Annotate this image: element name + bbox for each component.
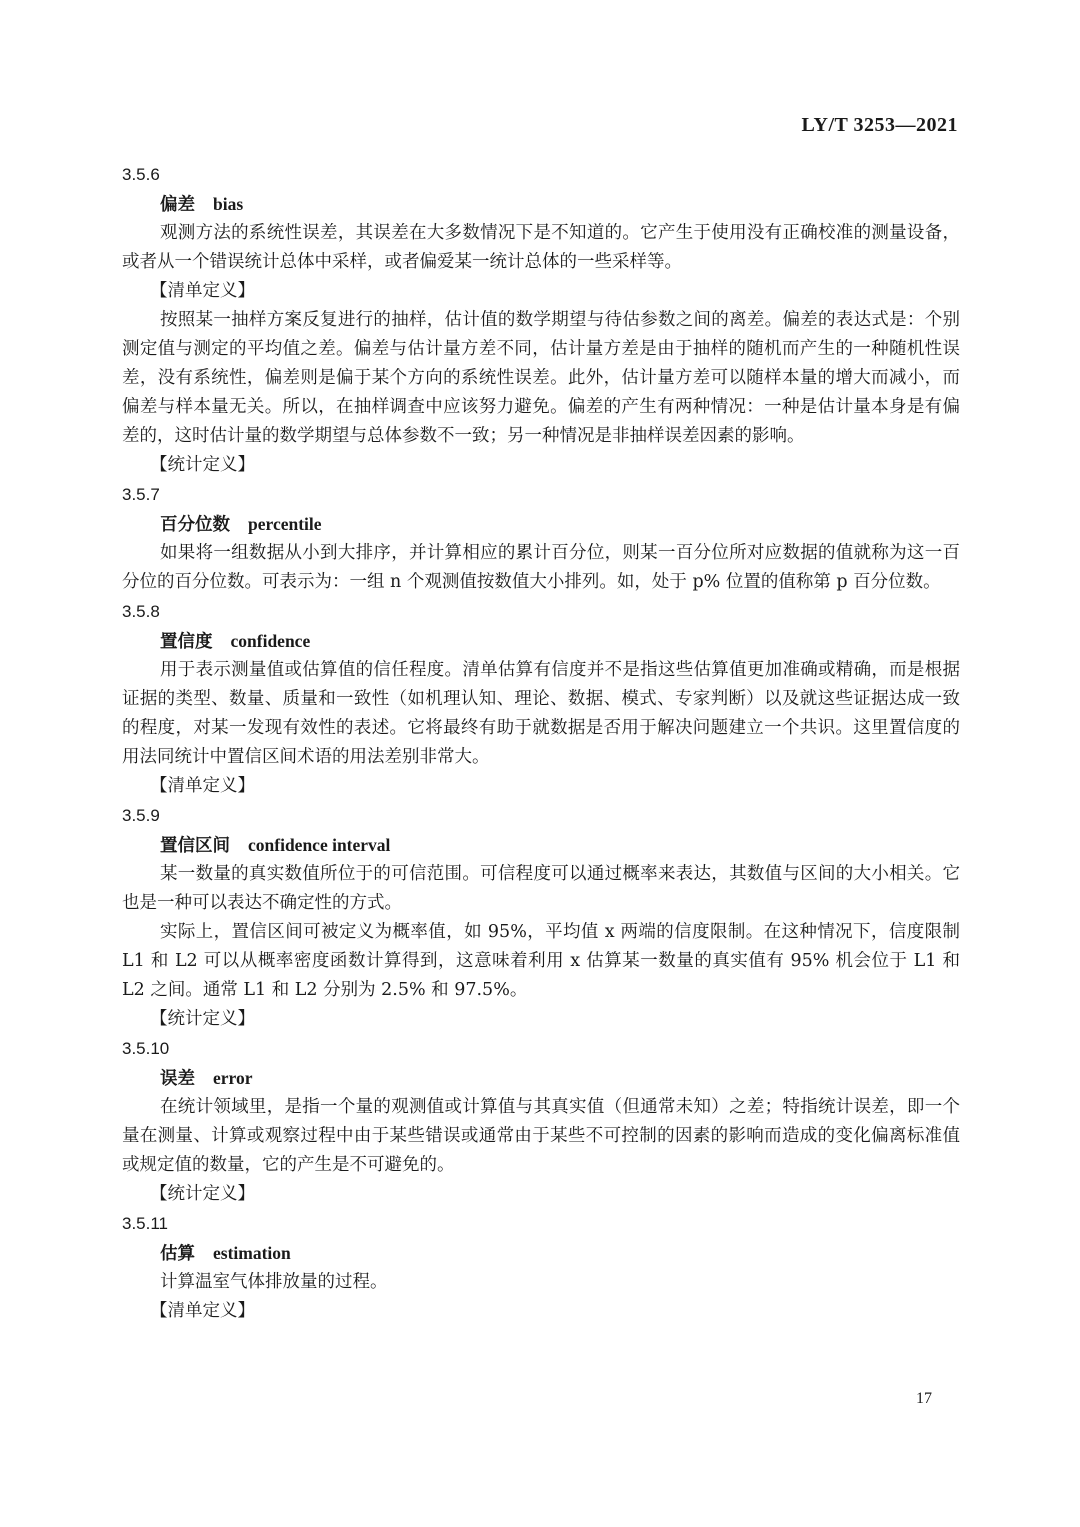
entry-number: 3.5.9 [122, 806, 160, 825]
entry-term [122, 1063, 960, 1093]
term-zh: 估算 [160, 1244, 195, 1264]
definition-source: 【统计定义】 [150, 455, 255, 475]
entry-term [122, 830, 960, 860]
entry-number: 3.5.7 [122, 485, 160, 504]
entry-term [122, 189, 960, 219]
definition-source: 【清单定义】 [150, 281, 255, 301]
term-en: estimation [213, 1243, 291, 1263]
entry-number: 3.5.10 [122, 1039, 170, 1058]
term-en: confidence [230, 631, 311, 651]
definition-paragraph: 观测方法的系统性误差，其误差在大多数情况下是不知道的。它产生于使用没有正确校准的测量设备，或者从一个错误统计总体中采样，或者偏爱某一统计总体的一些采样等。 [122, 223, 960, 272]
definition-source: 【清单定义】 [150, 776, 255, 796]
definition-paragraph: 用于表示测量值或估算值的信任程度。清单估算有信度并不是指这些估算值更加准确或精确，而是根据证据的类型、数量、质量和一致性（如机理认知、理论、数据、模式、专家判断）以及就这些证据达成一致的程度，对某一发现有效性的表述。它将最终有助于就数据是否用于解决问题建立一个共识。这里置信度的用法同统计中置信区间术语的用法差别非常大。 [122, 660, 960, 767]
term-en: error [213, 1068, 253, 1088]
definition-paragraph: 实际上，置信区间可被定义为概率值，如 95%，平均值 x 两端的信度限制。在这种情况下，信度限制 L1 和 L2 可以从概率密度函数计算得到，这意味着利用 x 估算某一数量的真实值有 95% 机会位于 L1 和 L2 之间。通常 L1 和 L2 分别为 2.5% 和 97.5%。 [122, 922, 960, 1000]
standard-code: LY/T 3253—2021 [801, 114, 958, 136]
document-body [122, 160, 960, 1326]
definition-source: 【统计定义】 [150, 1184, 255, 1204]
definition-paragraph: 某一数量的真实数值所位于的可信范围。可信程度可以通过概率来表达，其数值与区间的大小相关。它也是一种可以表达不确定性的方式。 [122, 864, 960, 913]
term-zh: 置信区间 [160, 836, 230, 856]
entry-number: 3.5.6 [122, 165, 160, 184]
term-zh: 偏差 [160, 195, 195, 215]
term-en: confidence interval [248, 835, 391, 855]
term-en: percentile [248, 514, 322, 534]
term-zh: 置信度 [160, 632, 213, 652]
definition-source: 【清单定义】 [150, 1301, 255, 1321]
definition-source: 【统计定义】 [150, 1009, 255, 1029]
term-zh: 误差 [160, 1069, 195, 1089]
entry-term [122, 626, 960, 656]
entry-number: 3.5.8 [122, 602, 160, 621]
term-zh: 百分位数 [160, 515, 230, 535]
definition-paragraph: 如果将一组数据从小到大排序，并计算相应的累计百分位，则某一百分位所对应数据的值就称为这一百分位的百分位数。可表示为：一组 n 个观测值按数值大小排列。如，处于 p% 位置的值称第 p 百分位数。 [122, 543, 960, 592]
entry-number: 3.5.11 [122, 1214, 169, 1233]
definition-paragraph: 按照某一抽样方案反复进行的抽样，估计值的数学期望与待估参数之间的离差。偏差的表达式是：个别测定值与测定的平均值之差。偏差与估计量方差不同，估计量方差是由于抽样的随机而产生的一种随机性误差，没有系统性，偏差则是偏于某个方向的系统性误差。此外，估计量方差可以随样本量的增大而减小，而偏差与样本量无关。所以，在抽样调查中应该努力避免。偏差的产生有两种情况：一种是估计量本身是有偏差的，这时估计量的数学期望与总体参数不一致；另一种情况是非抽样误差因素的影响。 [122, 310, 960, 446]
page-number: 17 [916, 1390, 932, 1407]
definition-paragraph: 计算温室气体排放量的过程。 [160, 1272, 388, 1292]
definition-paragraph: 在统计领域里，是指一个量的观测值或计算值与其真实值（但通常未知）之差；特指统计误差，即一个量在测量、计算或观察过程中由于某些错误或通常由于某些不可控制的因素的影响而造成的变化偏离标准值或规定值的数量，它的产生是不可避免的。 [122, 1097, 960, 1175]
entry-term [122, 509, 960, 539]
entry-term [122, 1238, 960, 1268]
term-en: bias [213, 194, 244, 214]
